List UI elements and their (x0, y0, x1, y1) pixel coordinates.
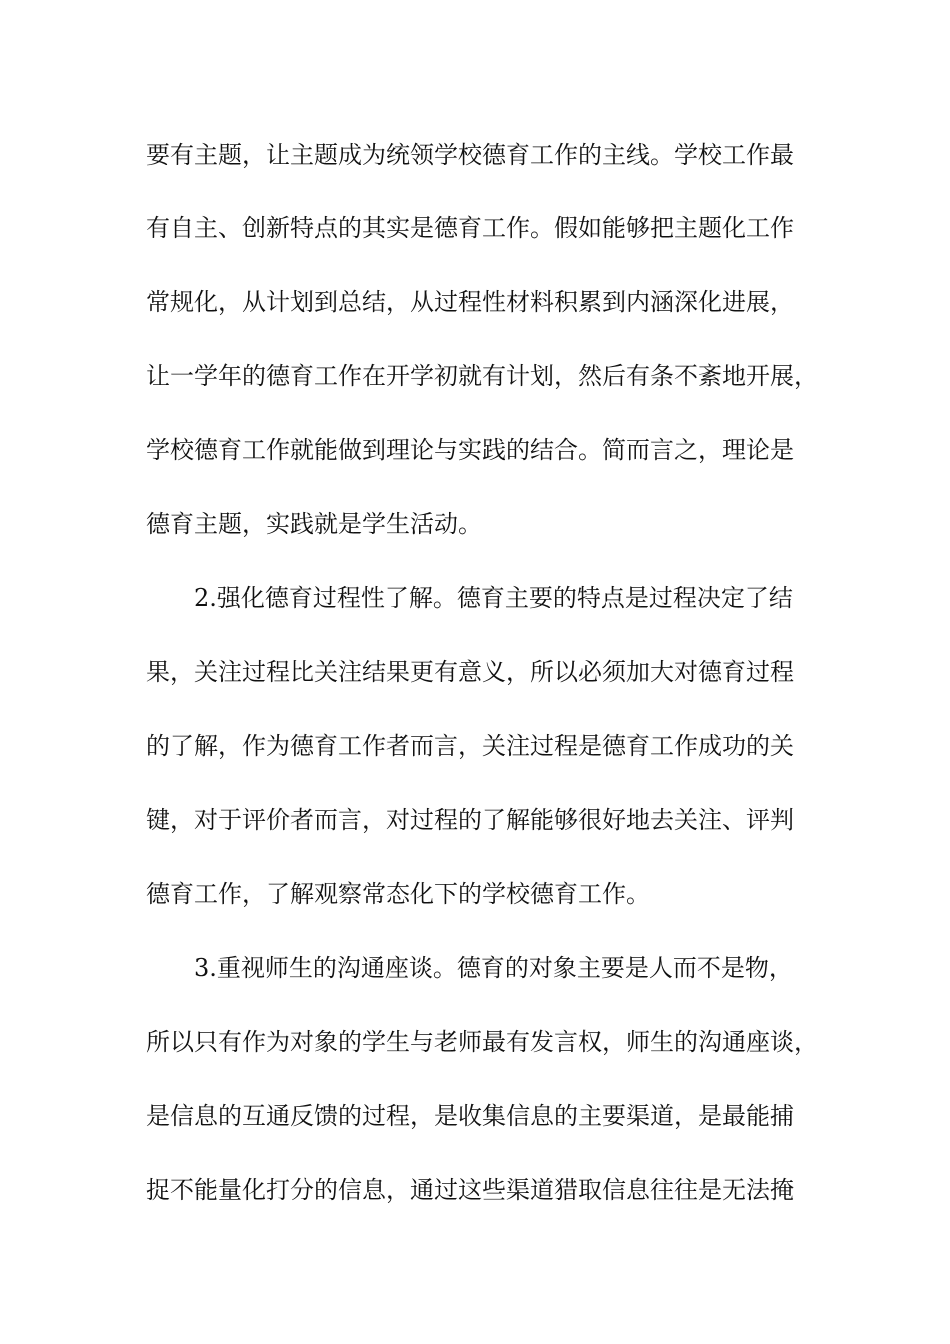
paragraph-line: 所以只有作为对象的学生与老师最有发言权，师生的沟通座谈， (146, 1028, 818, 1056)
paragraph-line: 捉不能量化打分的信息，通过这些渠道猎取信息往往是无法掩 (146, 1176, 794, 1204)
paragraph-line: 德育工作，了解观察常态化下的学校德育工作。 (146, 880, 650, 908)
paragraph-line: 让一学年的德育工作在开学初就有计划，然后有条不紊地开展， (146, 362, 818, 390)
paragraph-line: 有自主、创新特点的其实是德育工作。假如能够把主题化工作 (146, 214, 794, 242)
paragraph-line: 的了解，作为德育工作者而言，关注过程是德育工作成功的关 (146, 732, 794, 760)
paragraph-line: 键，对于评价者而言，对过程的了解能够很好地去关注、评判 (146, 806, 794, 834)
numbered-paragraph-line: 2.强化德育过程性了解。德育主要的特点是过程决定了结 (194, 584, 793, 612)
paragraph-line: 学校德育工作就能做到理论与实践的结合。简而言之，理论是 (146, 436, 794, 464)
paragraph-line: 是信息的互通反馈的过程，是收集信息的主要渠道，是最能捕 (146, 1102, 794, 1130)
paragraph-line: 果，关注过程比关注结果更有意义，所以必须加大对德育过程 (146, 658, 794, 686)
paragraph-line: 要有主题，让主题成为统领学校德育工作的主线。学校工作最 (146, 141, 794, 169)
paragraph-line: 常规化，从计划到总结，从过程性材料积累到内涵深化进展， (146, 288, 794, 316)
numbered-paragraph-line: 3.重视师生的沟通座谈。德育的对象主要是人而不是物， (194, 954, 793, 982)
paragraph-line: 德育主题，实践就是学生活动。 (146, 510, 482, 538)
